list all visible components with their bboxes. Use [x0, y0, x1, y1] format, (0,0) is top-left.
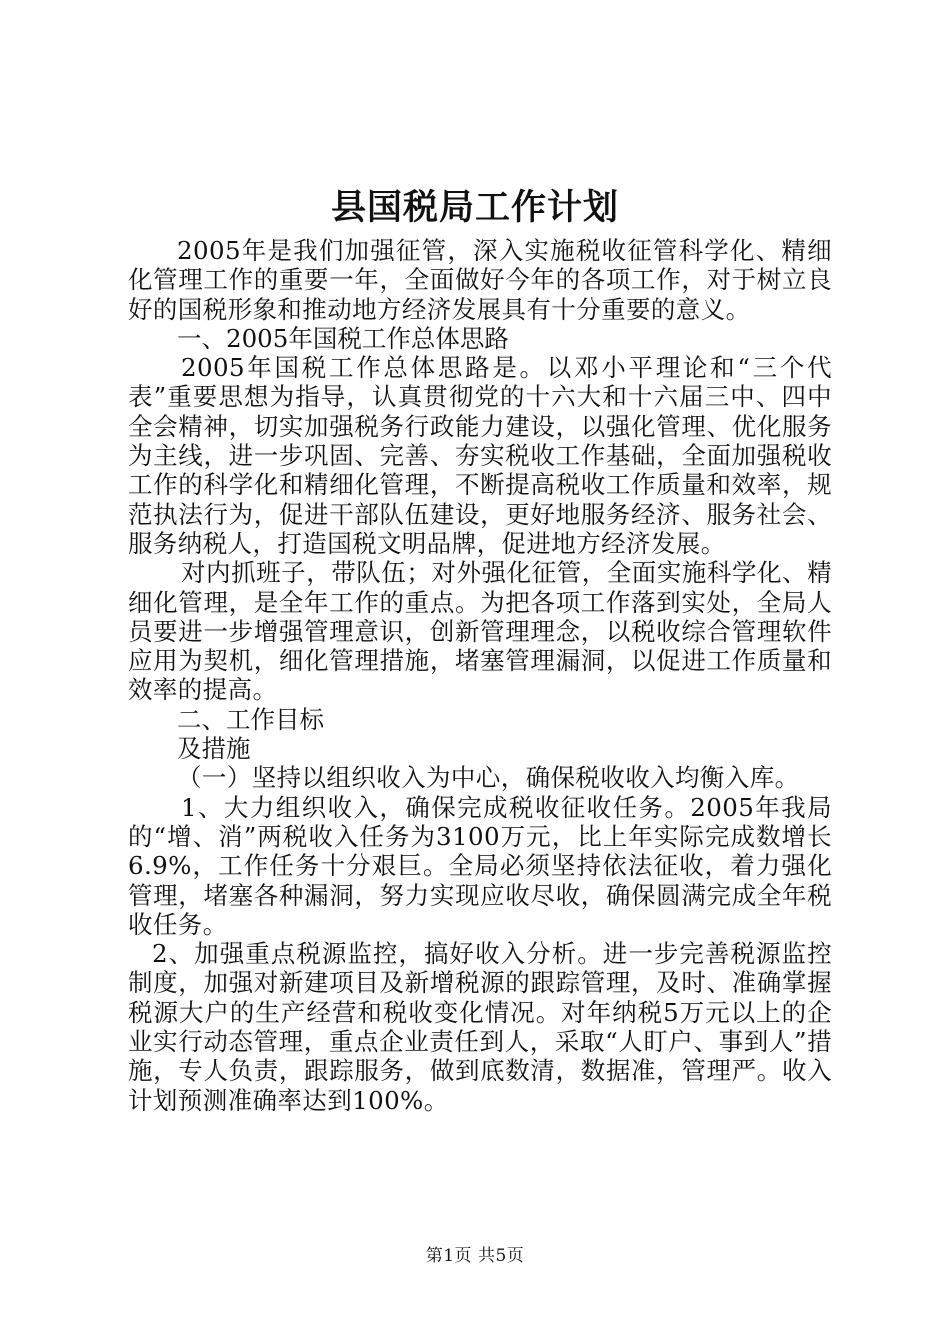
page-footer: 第1页 共5页 — [425, 1246, 525, 1266]
overall-approach-paragraph: 2005年国税工作总体思路是。以邓小平理论和“三个代表”重要思想为指导，认真贯彻党的十六大和十六届三中、四中全会精神，切实加强税务行政能力建设，以强化管理、优化服务为主线，进一步巩固、完善、夯实税收工作基础，全面加强税收工作的科学化和精细化管理，不断提高税收工作质量和效率，规范执法行为，促进干部队伍建设，更好地服务经济、服务社会、服务纳税人，打造国税文明品牌，促进地方经济发展。 — [128, 353, 832, 558]
document-title: 县国税局工作计划 — [330, 187, 619, 228]
document-body — [128, 236, 832, 1115]
section-heading-2-continued: 及措施 — [177, 734, 251, 764]
priority-paragraph: 对内抓班子，带队伍；对外强化征管，全面实施科学化、精细化管理，是全年工作的重点。为把各项工作落到实处，全局人员要进一步增强管理意识，创新管理理念，以税收综合管理软件应用为契机，细化管理措施，堵塞管理漏洞，以促进工作质量和效率的提高。 — [128, 558, 832, 705]
section-heading-1: 一、2005年国税工作总体思路 — [177, 323, 509, 353]
item-2-paragraph: 2、加强重点税源监控，搞好收入分析。进一步完善税源监控制度，加强对新建项目及新增税源的跟踪管理，及时、准确掌握税源大户的生产经营和税收变化情况。对年纳税5万元以上的企业实行动态管理，重点企业责任到人，采取“人盯户、事到人”措施，专人负责，跟踪服务，做到底数清，数据准，管理严。收入计划预测准确率达到100%。 — [128, 939, 832, 1115]
item-1-paragraph: 1、大力组织收入，确保完成税收征收任务。2005年我局的“增、消”两税收入任务为3100万元，比上年实际完成数增长6.9%，工作任务十分艰巨。全局必须坚持依法征收，着力强化管理，堵塞各种漏洞，努力实现应收尽收，确保圆满完成全年税收任务。 — [128, 792, 832, 939]
intro-paragraph: 2005年是我们加强征管，深入实施税收征管科学化、精细化管理工作的重要一年，全面做好今年的各项工作，对于树立良好的国税形象和推动地方经济发展具有十分重要的意义。 — [128, 236, 832, 324]
subsection-heading-1: （一）坚持以组织收入为中心，确保税收收入均衡入库。 — [177, 763, 800, 793]
section-heading-2: 二、工作目标 — [177, 704, 324, 734]
